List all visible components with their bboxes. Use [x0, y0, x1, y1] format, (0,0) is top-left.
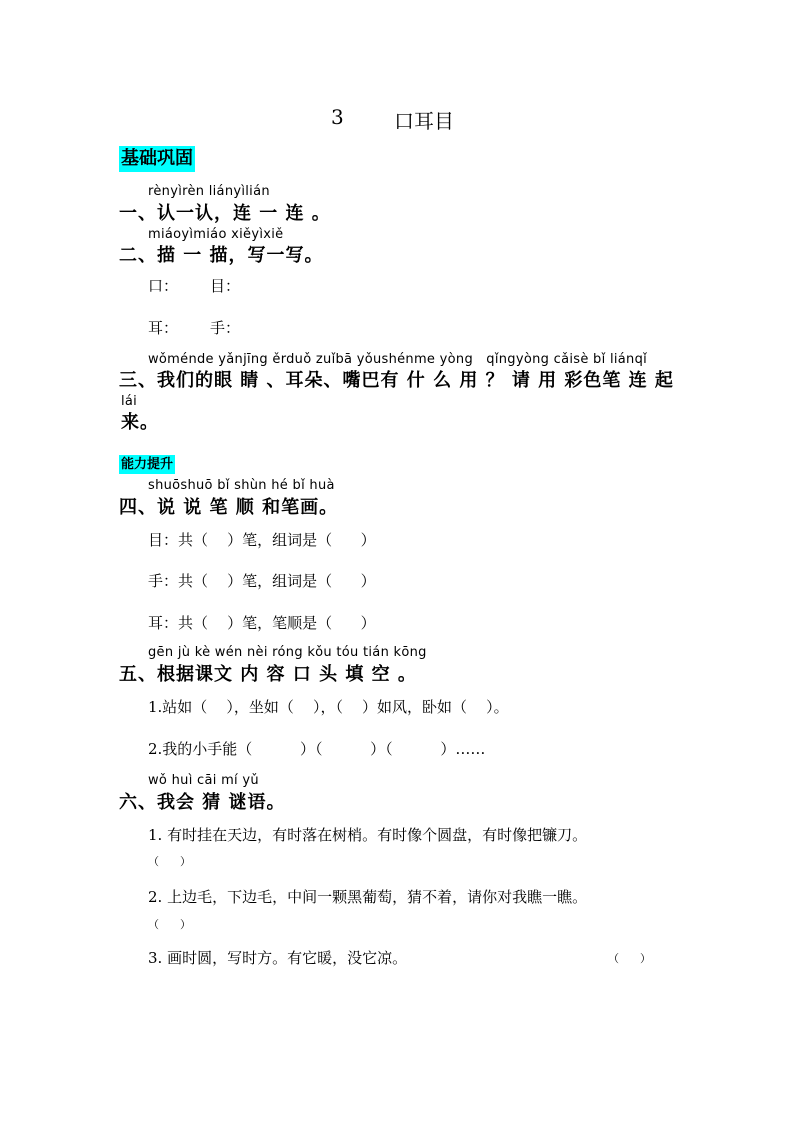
page-title: 口耳目 [394, 109, 454, 133]
q1-pinyin: rènyìrèn liányìlián [148, 184, 270, 199]
q1-heading: 一、认一认，连 一 连 。 [119, 203, 331, 224]
q2-heading: 二、描 一 描，写一写。 [119, 245, 324, 266]
q5-pinyin: gēn jù kè wén nèi róng kǒu tóu tián kōng [148, 645, 427, 660]
q6-riddle-1: 1. 有时挂在天边，有时落在树梢。有时像个圆盘，有时像把镰刀。 [148, 826, 588, 844]
q3-pinyin: wǒménde yǎnjīng ěrduǒ zuǐbā yǒushénme yòng qǐngyòng cǎisè bǐ liánqǐ [148, 352, 648, 367]
q3-pinyin-line2: lái [121, 394, 138, 409]
q6-pinyin: wǒ huì cāi mí yǔ [148, 773, 259, 788]
title-number: 3 [331, 105, 344, 129]
q2-item-hand: 手： [210, 319, 241, 337]
q5-line-1: 1.站如（ ），坐如（ ），（ ）如风，卧如（ ）。 [148, 698, 509, 716]
q6-riddle-3: 3. 画时圆，写时方。有它暖，没它凉。 [148, 949, 408, 967]
q2-pinyin: miáoyìmiáo xiěyìxiě [148, 227, 284, 242]
q4-heading: 四、说 说 笔 顺 和笔画。 [119, 497, 339, 518]
section-tag-basic: 基础巩固 [119, 146, 195, 172]
q2-item-eye: 目： [210, 277, 241, 295]
q3-heading: 三、我们的眼 睛 、耳朵、嘴巴有 什 么 用 ？ 请 用 彩色笔 连 起 [119, 370, 674, 391]
q2-item-mouth: 口： [148, 277, 179, 295]
q4-line-hand: 手：共（ ）笔，组词是（ ） [148, 572, 376, 590]
q6-riddle-3-blank: （ ） [608, 952, 651, 965]
q4-line-ear: 耳：共（ ）笔，笔顺是（ ） [148, 614, 376, 632]
q6-heading: 六、我会 猜 谜语。 [119, 792, 286, 813]
q6-riddle-2: 2. 上边毛，下边毛，中间一颗黑葡萄，猜不着，请你对我瞧一瞧。 [148, 888, 588, 906]
q4-pinyin: shuōshuō bǐ shùn hé bǐ huà [148, 478, 335, 493]
q3-heading-line2: 来。 [121, 412, 159, 433]
q5-heading: 五、根据课文 内 容 口 头 填 空 。 [119, 664, 417, 685]
q2-item-ear: 耳： [148, 319, 179, 337]
q6-riddle-1-blank: （ ） [148, 855, 191, 868]
section-tag-ability: 能力提升 [121, 457, 174, 472]
q4-line-eye: 目：共（ ）笔，组词是（ ） [148, 531, 376, 549]
q5-line-2: 2.我的小手能（ ）（ ）（ ）…… [148, 740, 486, 758]
q6-riddle-2-blank: （ ） [148, 918, 191, 931]
